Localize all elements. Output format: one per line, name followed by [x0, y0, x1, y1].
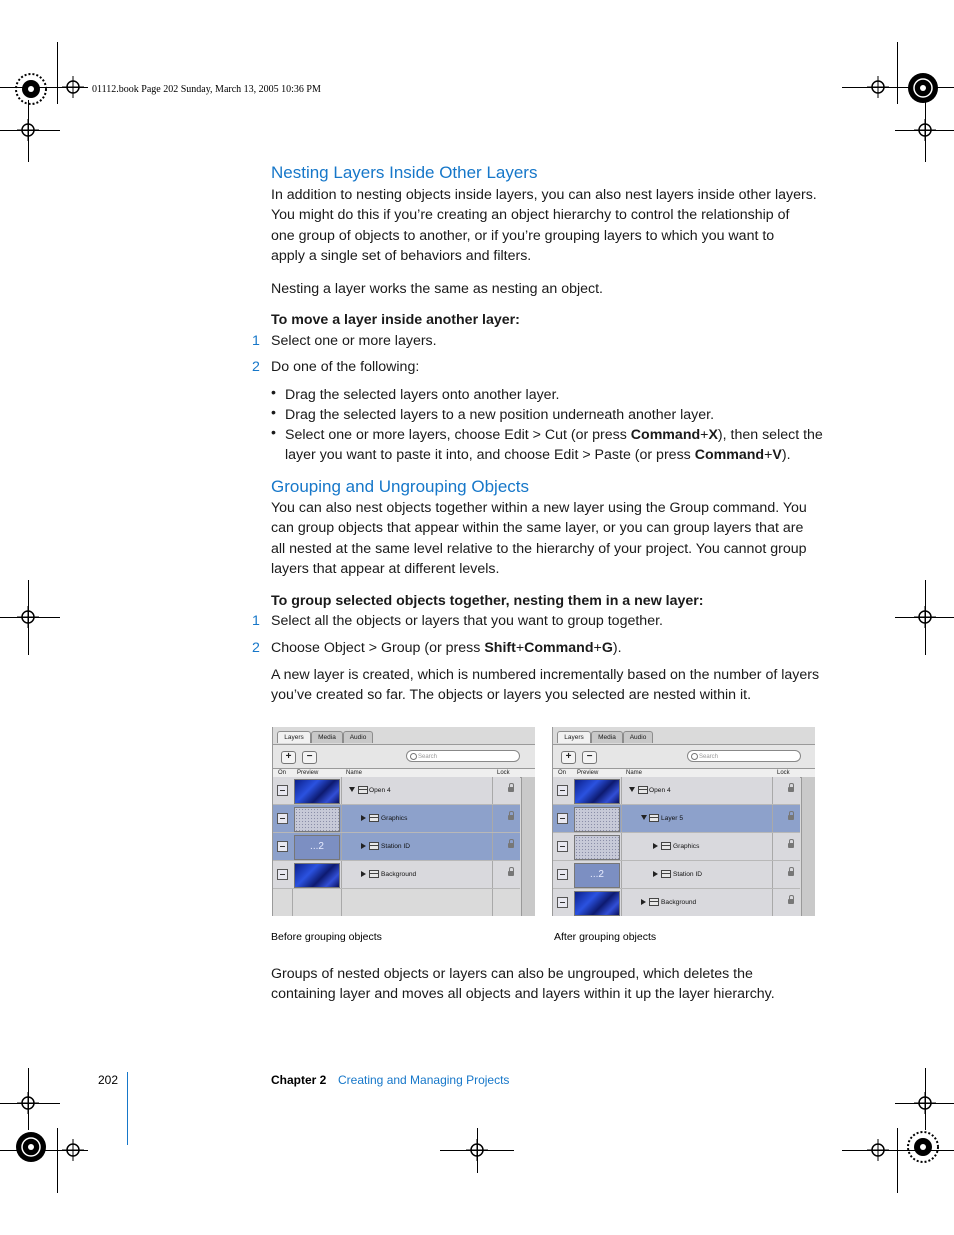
- layer-enable-checkbox[interactable]: [277, 841, 288, 852]
- text-run: +: [515, 640, 525, 656]
- layer-stack-icon: [369, 814, 378, 822]
- registration-target-icon: [17, 606, 39, 628]
- layer-preview: [294, 807, 340, 832]
- registration-target-icon: [466, 1139, 488, 1161]
- figure-caption-after: After grouping objects: [554, 931, 657, 943]
- tab-media[interactable]: Media: [591, 731, 623, 743]
- empty-row: [273, 889, 520, 916]
- registration-target-icon: [914, 119, 936, 141]
- text-run: ).: [781, 447, 791, 463]
- divider: [341, 861, 342, 888]
- col-on[interactable]: On: [558, 770, 567, 776]
- task-title: To group selected objects together, nesting them in a new layer:: [271, 593, 704, 609]
- layer-enable-checkbox[interactable]: [277, 869, 288, 880]
- layer-stack-icon: [661, 870, 670, 878]
- registration-target-icon: [906, 71, 940, 105]
- layer-preview: [574, 863, 620, 888]
- layer-enable-checkbox[interactable]: [557, 869, 568, 880]
- divider: [621, 805, 622, 832]
- section2-paragraph-3: [271, 964, 827, 1005]
- lock-icon[interactable]: [788, 843, 794, 848]
- registration-target-icon: [14, 1130, 48, 1164]
- col-name[interactable]: Name: [626, 770, 643, 776]
- disclosure-open-icon[interactable]: [641, 815, 647, 820]
- step-text: [271, 640, 831, 656]
- layer-name: Background: [661, 899, 697, 906]
- layer-row[interactable]: [553, 805, 800, 833]
- chapter-label: Chapter 2: [271, 1073, 327, 1087]
- text-run: layer you want to paste it into, and choose Edit > Paste (or press: [285, 447, 695, 463]
- section1-paragraph: [271, 185, 827, 266]
- figure-caption-before: Before grouping objects: [271, 931, 382, 943]
- key-name: Shift: [484, 640, 516, 656]
- bullet-marker: •: [271, 425, 276, 441]
- layer-name: Graphics: [673, 843, 700, 850]
- lock-icon[interactable]: [788, 871, 794, 876]
- layer-stack-icon: [649, 898, 658, 906]
- col-lock[interactable]: Lock: [497, 770, 510, 776]
- registration-target-icon: [867, 1139, 889, 1161]
- remove-layer-button[interactable]: −: [302, 751, 317, 764]
- layer-preview: [574, 891, 620, 916]
- divider: [492, 805, 493, 832]
- divider: [772, 861, 773, 888]
- layer-enable-checkbox[interactable]: [277, 813, 288, 824]
- layer-row[interactable]: [273, 861, 520, 889]
- tab-audio[interactable]: Audio: [623, 731, 653, 743]
- divider: [621, 861, 622, 888]
- divider: [772, 833, 773, 860]
- layer-preview: [574, 835, 620, 860]
- layer-enable-checkbox[interactable]: [277, 785, 288, 796]
- bullet-item: Drag the selected layers onto another layer.: [285, 387, 560, 403]
- step-text: Do one of the following:: [271, 359, 420, 375]
- registration-target-icon: [914, 1092, 936, 1114]
- tab-layers[interactable]: Layers: [277, 731, 311, 743]
- section2-paragraph-2: [271, 665, 827, 706]
- layer-preview: [294, 779, 340, 804]
- layer-enable-checkbox[interactable]: [557, 897, 568, 908]
- step-number: 2: [252, 359, 260, 375]
- layer-preview: [294, 863, 340, 888]
- add-layer-button[interactable]: +: [561, 751, 576, 764]
- layers-panel-after: [552, 727, 815, 916]
- layer-row[interactable]: [273, 805, 520, 833]
- bullet-marker: •: [271, 385, 276, 401]
- layer-enable-checkbox[interactable]: [557, 841, 568, 852]
- search-icon: [410, 753, 417, 760]
- layer-row[interactable]: [553, 889, 800, 916]
- registration-target-icon: [906, 1130, 940, 1164]
- layer-stack-icon: [369, 842, 378, 850]
- layer-row[interactable]: [553, 777, 800, 805]
- divider: [772, 805, 773, 832]
- divider: [772, 889, 773, 916]
- registration-target-icon: [17, 1092, 39, 1114]
- layer-row[interactable]: [273, 777, 520, 805]
- layer-stack-icon: [661, 842, 670, 850]
- layer-name: Open 4: [649, 787, 671, 794]
- scrollbar[interactable]: [521, 777, 535, 916]
- disclosure-closed-icon[interactable]: [361, 815, 366, 821]
- lock-icon[interactable]: [508, 787, 514, 792]
- divider: [341, 777, 342, 804]
- key-name: G: [601, 640, 613, 656]
- layer-row[interactable]: [553, 833, 800, 861]
- registration-target-icon: [867, 76, 889, 98]
- text-run: Select one or more layers, choose Edit > Cut (or press: [285, 427, 631, 443]
- tab-media[interactable]: Media: [311, 731, 343, 743]
- text-line: all nested at the same level relative to the hierarchy of your project. You cannot group: [271, 540, 807, 557]
- registration-target-icon: [14, 72, 48, 106]
- key-name: Command: [524, 640, 594, 656]
- layer-stack-icon: [358, 786, 367, 794]
- col-on[interactable]: On: [278, 770, 287, 776]
- step-text: Select one or more layers.: [271, 333, 437, 349]
- disclosure-closed-icon[interactable]: [641, 899, 646, 905]
- layer-name: Station ID: [673, 871, 702, 878]
- layer-stack-icon: [369, 870, 378, 878]
- lock-icon[interactable]: [788, 815, 794, 820]
- lock-icon[interactable]: [508, 843, 514, 848]
- text-line: You might do this if you’re creating an object hierarchy to control the relationship of: [271, 207, 790, 224]
- divider: [292, 889, 293, 916]
- bullet-item: Drag the selected layers to a new position underneath another layer.: [285, 407, 715, 423]
- step-number: 1: [252, 333, 260, 349]
- divider: [621, 833, 622, 860]
- text-line: containing layer and moves all objects and layers within it up the layer hierarchy.: [271, 986, 775, 1003]
- tab-audio[interactable]: Audio: [343, 731, 373, 743]
- registration-target-icon: [62, 76, 84, 98]
- key-name: V: [772, 447, 782, 463]
- divider: [621, 889, 622, 916]
- search-placeholder: Search: [418, 754, 438, 760]
- text-run: ), then select the: [717, 427, 823, 443]
- disclosure-closed-icon[interactable]: [361, 871, 366, 877]
- text-line: In addition to nesting objects inside layers, you can also nest layers inside other layers.: [271, 187, 817, 203]
- layer-stack-icon: [649, 814, 658, 822]
- text-line: can group objects that appear within the same layer, or you can group layers that are: [271, 520, 804, 537]
- heading-grouping: Grouping and Ungrouping Objects: [271, 477, 529, 496]
- task-title: To move a layer inside another layer:: [271, 312, 520, 328]
- layer-row[interactable]: [273, 833, 520, 861]
- bullet-item: [285, 425, 825, 465]
- layer-preview: [574, 807, 620, 832]
- bullet-marker: •: [271, 405, 276, 421]
- layer-enable-checkbox[interactable]: [557, 785, 568, 796]
- text-run: ).: [612, 640, 622, 656]
- layer-stack-icon: [638, 786, 647, 794]
- divider: [621, 777, 622, 804]
- layer-row[interactable]: [553, 861, 800, 889]
- chapter-title: Creating and Managing Projects: [338, 1073, 510, 1087]
- step-text: Select all the objects or layers that you want to group together.: [271, 613, 663, 629]
- layer-name: Background: [381, 871, 417, 878]
- layer-name: Graphics: [381, 815, 408, 822]
- key-name: Command: [694, 447, 765, 463]
- layer-name: Open 4: [369, 787, 391, 794]
- registration-target-icon: [17, 119, 39, 141]
- text-run: +: [700, 427, 709, 443]
- disclosure-closed-icon[interactable]: [361, 843, 366, 849]
- registration-target-icon: [914, 606, 936, 628]
- text-line: A new layer is created, which is numbered incrementally based on the number of layers: [271, 667, 820, 683]
- col-name[interactable]: Name: [346, 770, 363, 776]
- thumb-text: ...2: [310, 841, 324, 852]
- disclosure-open-icon[interactable]: [629, 787, 635, 792]
- key-name: X: [708, 427, 718, 443]
- layer-preview: [574, 779, 620, 804]
- section1-paragraph-2: Nesting a layer works the same as nesting an object.: [271, 281, 603, 297]
- section2-paragraph: [271, 498, 827, 579]
- lock-icon[interactable]: [508, 815, 514, 820]
- divider: [492, 861, 493, 888]
- disclosure-open-icon[interactable]: [349, 787, 355, 792]
- divider: [492, 777, 493, 804]
- text-line: one group of objects to another, or if you’re grouping layers to which you want to: [271, 227, 775, 244]
- layer-preview: [294, 835, 340, 860]
- step-number: 2: [252, 640, 260, 656]
- divider: [492, 889, 493, 916]
- text-line: Groups of nested objects or layers can also be ungrouped, which deletes the: [271, 966, 753, 982]
- col-preview[interactable]: Preview: [577, 770, 599, 776]
- tab-layers[interactable]: Layers: [557, 731, 591, 743]
- remove-layer-button[interactable]: −: [582, 751, 597, 764]
- page-number: 202: [98, 1073, 119, 1087]
- heading-nesting-layers: Nesting Layers Inside Other Layers: [271, 163, 538, 182]
- layer-enable-checkbox[interactable]: [557, 813, 568, 824]
- footer-rule: [127, 1072, 128, 1145]
- divider: [772, 777, 773, 804]
- layer-name: Layer 5: [661, 815, 683, 822]
- disclosure-closed-icon[interactable]: [653, 871, 658, 877]
- lock-icon[interactable]: [508, 871, 514, 876]
- key-name: Command: [630, 427, 701, 443]
- text-run: +: [764, 447, 773, 463]
- text-line: layers that appear at different levels.: [271, 560, 500, 577]
- step-number: 1: [252, 613, 260, 629]
- divider: [341, 805, 342, 832]
- scrollbar[interactable]: [801, 777, 815, 916]
- text-run: Choose Object > Group (or press: [271, 640, 485, 656]
- print-stamp: 01112.book Page 202 Sunday, March 13, 2005 10:36 PM: [92, 84, 321, 95]
- registration-target-icon: [62, 1139, 84, 1161]
- search-input[interactable]: [406, 750, 520, 762]
- panel-toolbar: [273, 744, 535, 769]
- text-run: +: [593, 640, 602, 656]
- text-line: you’ve created so far. The objects or layers you selected are nested within it.: [271, 687, 752, 704]
- add-layer-button[interactable]: +: [281, 751, 296, 764]
- col-lock[interactable]: Lock: [777, 770, 790, 776]
- search-icon: [691, 753, 698, 760]
- divider: [492, 833, 493, 860]
- thumb-text: ...2: [590, 869, 604, 880]
- divider: [341, 833, 342, 860]
- search-placeholder: Search: [699, 754, 719, 760]
- lock-icon[interactable]: [788, 787, 794, 792]
- divider: [341, 889, 342, 916]
- layers-panel-before: [272, 727, 535, 916]
- lock-icon[interactable]: [788, 899, 794, 904]
- text-line: You can also nest objects together within a new layer using the Group command. You: [271, 500, 807, 516]
- panel-toolbar: [553, 744, 815, 769]
- disclosure-closed-icon[interactable]: [653, 843, 658, 849]
- layer-name: Station ID: [381, 843, 410, 850]
- col-preview[interactable]: Preview: [297, 770, 319, 776]
- search-input[interactable]: [687, 750, 801, 762]
- text-line: apply a single set of behaviors and filters.: [271, 247, 532, 264]
